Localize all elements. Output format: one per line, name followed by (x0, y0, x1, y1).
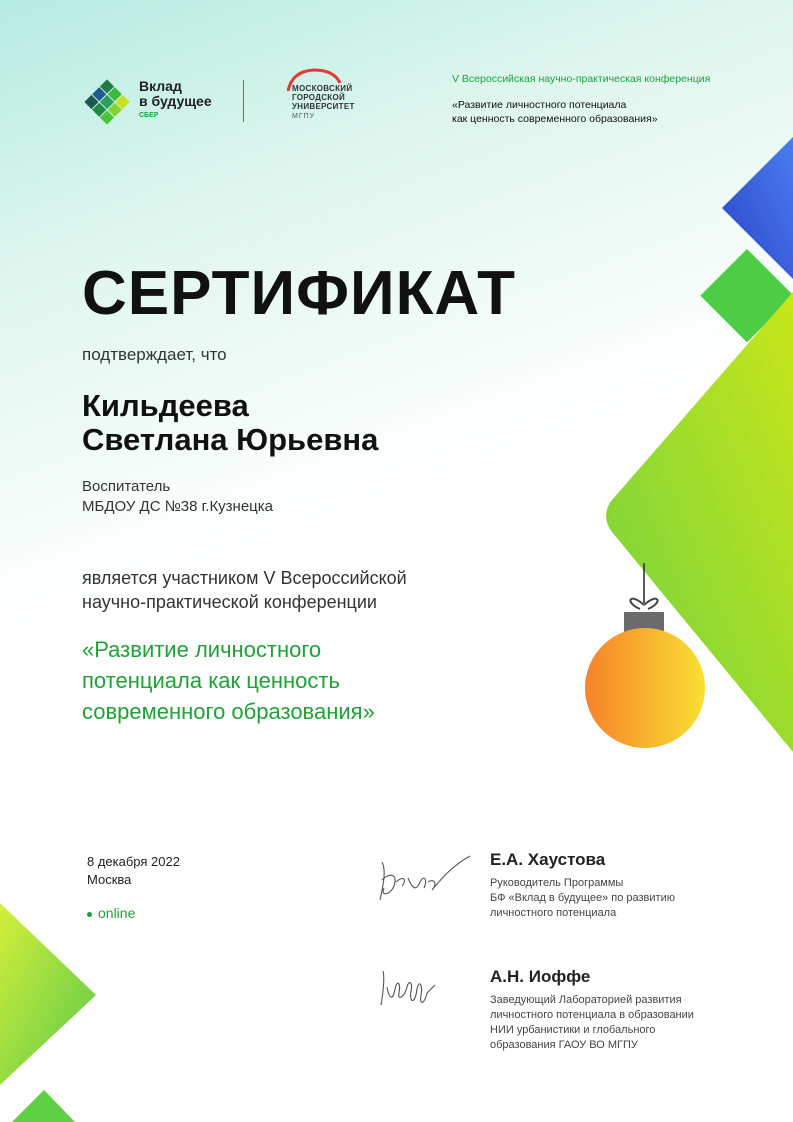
signer-1-role: Руководитель Программы БФ «Вклад в будущее» по развитию личностного потенциала (490, 877, 675, 919)
left-green-triangle-shape (0, 903, 96, 1085)
mgpu-logo-subtext: МГПУ (292, 113, 316, 120)
bottom-green-triangle-shape (12, 1090, 75, 1122)
signature-khaustova (372, 852, 472, 907)
signature-ioffe (375, 965, 455, 1010)
sber-logo-text: Вклад в будущее (139, 78, 212, 109)
participant-text: является участником V Всероссийской научно-практической конференции (82, 568, 407, 612)
person-name: Кильдеева Светлана Юрьевна (82, 388, 379, 457)
bullet-dot-icon (87, 912, 92, 917)
date-location: 8 декабря 2022 Москва (87, 854, 180, 887)
conference-topic: «Развитие личностного потенциала как ценность современного образования» (82, 637, 375, 724)
person-position: Воспитатель МБДОУ ДС №38 г.Кузнецка (82, 478, 274, 515)
format-label: online (98, 905, 136, 921)
signer-2-role: Заведующий Лабораторией развития личностного потенциала в образовании НИИ урбанистики и глобального образования ГАОУ ВО МГПУ (490, 994, 694, 1051)
format-online (87, 905, 135, 921)
signer-1-name: Е.А. Хаустова (490, 850, 606, 869)
conference-name: «Развитие личностного потенциала как ценность современного образования» (452, 99, 658, 125)
logo-divider (243, 80, 244, 122)
conference-title: V Всероссийская научно-практическая конференция (452, 73, 711, 85)
sber-logo-subtext: СБЕР (139, 112, 159, 119)
certificate-title: СЕРТИФИКАТ (82, 259, 516, 328)
signer-2-name: А.Н. Иоффе (490, 967, 591, 986)
confirms-text: подтверждает, что (82, 345, 227, 364)
mgpu-logo-text: МОСКОВСКИЙ ГОРОДСКОЙ УНИВЕРСИТЕТ (292, 84, 355, 111)
blue-diamond-shape (722, 137, 793, 279)
